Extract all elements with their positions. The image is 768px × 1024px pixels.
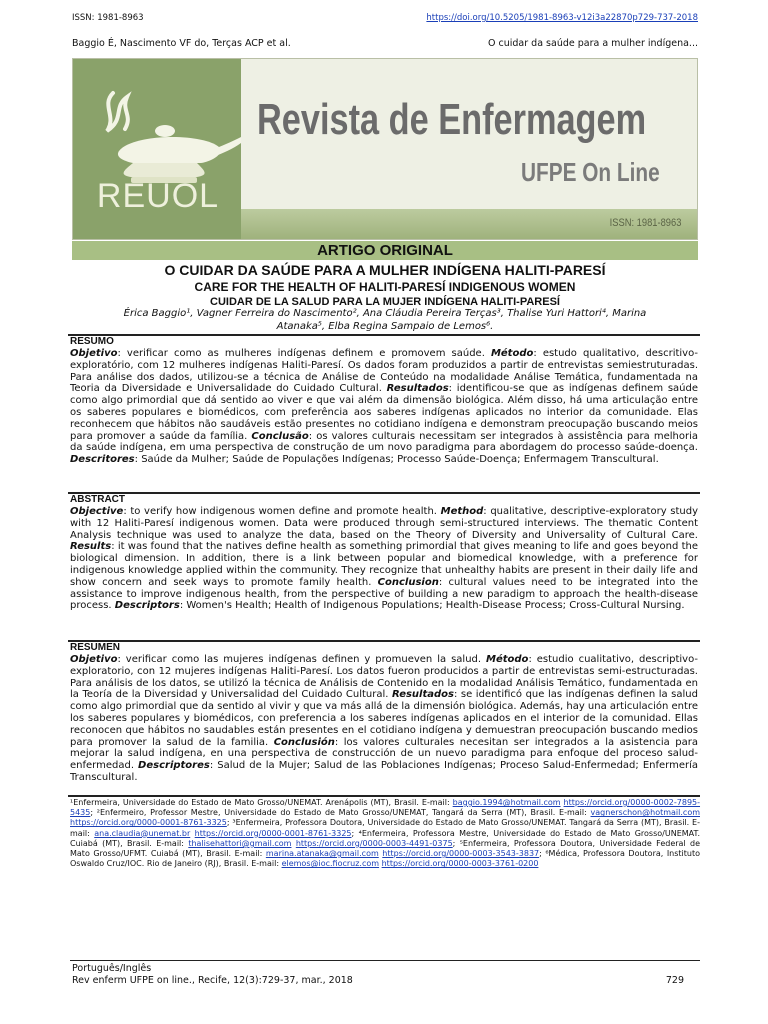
resumen-descriptors: : Salud de la Mujer; Salud de las Poblaciones Indígenas; Proceso Salud-Enfermedad; Enfermería Transcultural. [70,760,698,783]
abstract-results: : it was found that the natives define health as something primordial that gives meaning to life and goes beyond the biological dimension. In addition, there is a link between popular and biomedical knowledge, with a preference for indigenous knowledge applied within the community. They recognize that unhealthy habits are present in their daily life and show concern and seek ways to promote family health. [70,541,698,588]
resumo-heading: RESUMO [70,336,114,347]
abstract-results-label: Results [70,541,112,553]
resumo-conclusion-label: Conclusão [251,430,309,442]
footnote-1: ¹Enfermeira, Universidade do Estado de Mato Grosso/UNEMAT. Arenápolis (MT), Brasil. E-mail: [70,798,453,807]
footer-language: Português/Inglês [72,963,152,974]
resumo-section [68,334,700,492]
footer-citation: Rev enferm UFPE on line., Recife, 12(3):729-37, mar., 2018 [72,975,353,986]
email-link-5[interactable]: marina.atanaka@gmail.com [265,849,379,859]
running-title: O cuidar da saúde para a mulher indígena... [488,38,698,49]
resumen-body [68,654,700,784]
abstract-conclusion: : cultural values need to be integrated into the assistance to improve indigenous health, from the perspective of building a new paradigm to approach the health-disease process. [70,576,698,612]
email-link-1[interactable]: baggio.1994@hotmail.com [452,798,561,807]
footnote-4: ; ⁴Enfermeira, Professora Mestre, Universidade do Estado de Mato Grosso/UNEMAT. Cuiabá (MT), Brasil. E-mail: [70,828,700,848]
orcid-link-3[interactable]: https://orcid.org/0000-0001-8761-3325 [194,828,352,838]
abstract-conclusion-label: Conclusion [377,576,439,588]
title-portuguese: O CUIDAR DA SAÚDE PARA A MULHER INDÍGENA HALITI-PARESÍ [164,262,606,278]
footnote-3: ; ³Enfermeira, Professora Doutora, Universidade do Estado de Mato Grosso/UNEMAT. Tangará da Serra (MT), Brasil. E-mail: [70,818,700,838]
author-line-2: Atanaka⁵, Elba Regina Sampaio de Lemos⁶. [276,321,494,332]
email-link-2[interactable]: vagnerschon@hotmail.com [590,808,700,818]
email-link-4[interactable]: thalisehattori@gmail.com [188,838,292,848]
resumen-conclusion: : los valores culturales necesitan ser integrados a la asistencia para mejorar la salud indígena, en una perspectiva de construcción de un nuevo paradigma para enfoque del proceso salud-enfermedad. [70,736,699,772]
abstract-method: : qualitative, descriptive-exploratory study with 12 Haliti-Paresí indigenous women. Data were produced through semi-structured interviews. The thematic Content Analysis technique was used to analyze the data, based on the Theory of Diversity and Universality of Cultural Care. [70,506,698,541]
orcid-link-6[interactable]: https://orcid.org/0000-0003-3761-0200 [381,859,539,869]
article-type-bar: ARTIGO ORIGINAL [72,241,698,260]
author-list [72,307,698,333]
resumen-results-label: Resultados [392,689,454,701]
email-link-6[interactable]: elemos@ioc.fiocruz.com [281,859,380,869]
resumo-results-label: Resultados [386,383,449,395]
email-link-3[interactable]: ana.claudia@unemat.br [94,828,191,838]
footnote-5: ; ⁵Enfermeira, Professora Doutora, Universidade Federal de Mato Grosso/UFMT. Cuiabá (MT), Brasil. E-mail: [70,838,700,859]
running-header [72,38,698,49]
resumo-body [68,348,700,466]
resumen-objective-label: Objetivo [70,654,118,665]
abstract-section [68,492,700,640]
author-line-1: Érica Baggio¹, Vagner Ferreira do Nascimento², Ana Cláudia Pereira Terças³, Thalise Yuri Hattori⁴, Marina [123,308,647,319]
footnote-2: ; ²Enfermeiro, Professor Mestre, Universidade do Estado de Mato Grosso/UNEMAT, Tangará da Serra (MT), Brasil. E-mail: [90,808,591,818]
page-top-line [72,13,698,23]
resumo-objective: : verificar como as mulheres indígenas definem e promovem saúde. [117,348,491,359]
resumo-descriptors: : Saúde da Mulher; Saúde de Populações Indígenas; Processo Saúde-Doença; Enfermagem Transcultural. [134,454,659,466]
abstract-heading: ABSTRACT [70,494,125,505]
resumo-objective-label: Objetivo [70,348,118,359]
footer-citation-row [72,975,684,986]
abstract-descriptors-label: Descriptors [114,600,180,612]
resumen-method: : estudio cualitativo, descriptivo-exploratorio, con 12 mujeres indígenas Haliti-Paresí. Los datos fueron producidos a partir de entrevistas semi-estructuradas. Para análisis de los datos, se utilizó la técnica de Análisis de Contenido en la modalidad Análisis Temático, fundamentada en la Teoría de la Diversidad y Universalidad del Cuidado Cultural. [70,654,698,701]
footer-divider [70,960,700,961]
resumen-descriptors-label: Descriptores [138,760,210,772]
title-english: CARE FOR THE HEALTH OF HALITI-PARESÍ INDIGENOUS WOMEN [194,280,576,294]
running-authors: Baggio É, Nascimento VF do, Terças ACP et al. [72,38,291,49]
abstract-objective: : to verify how indigenous women define and promote health. [123,506,441,517]
journal-subtitle: UFPE On Line [521,157,660,187]
abstract-objective-label: Objective [70,506,124,517]
resumen-heading: RESUMEN [70,642,121,653]
journal-banner [72,58,698,240]
orcid-link-4[interactable]: https://orcid.org/0000-0003-4491-0375 [295,838,453,848]
resumen-objective: : verificar como las mujeres indígenas definen y promueven la salud. [117,654,487,665]
footnote-6: ; ⁶Médica, Professora Doutora, Instituto Oswaldo Cruz/IOC. Rio de Janeiro (RJ), Brasil. E-mail: [70,849,701,869]
journal-name: Revista de Enfermagem [257,95,647,144]
resumo-results: : identificou-se que as indígenas definem saúde como algo primordial que dá sentido ao viver e que vai além da dimensão biológica. Além disso, há uma articulação entre os saberes populares e biomédicos, com preferência aos saberes indígenas aplicados no interior da comunidade. Elas reconhecem que hábitos não saudáveis estão presentes no cotidiano indígena e demonstram preocupação buscando meios para promover a saúde da família. [70,383,699,442]
resumo-method-label: Método [490,348,534,359]
orcid-link-2[interactable]: https://orcid.org/0000-0001-8761-3325 [70,818,227,828]
title-spanish: CUIDAR DE LA SALUD PARA LA MUJER INDÍGENA HALITI-PARESÍ [210,296,560,308]
banner-issn: ISSN: 1981-8963 [609,217,681,229]
resumen-conclusion-label: Conclusión [273,736,335,748]
resumo-descriptors-label: Descritores [70,454,135,466]
resumen-method-label: Método [486,654,529,665]
abstract-method-label: Method [440,506,484,517]
resumen-results: : se identificó que las indígenas definen la salud como algo primordial que da sentido al vivir y que va más allá de la dimensión biológica. Además, hay una articulación entre los saberes populares y biomédicos, con preferencia a los saberes indígenas aplicados en el interior de la comunidad. Ellas reconocen que hábitos no saudables están presentes en el cotidiano indígena y demuestran preocupación buscando medios para promover la salud de la familia. [70,689,698,748]
journal-logo [73,59,241,240]
page-number: 729 [665,975,684,986]
logo-wordmark: REUOL [96,177,220,215]
abstract-body [68,506,700,612]
resumo-conclusion: : os valores culturais necessitam ser integrados à assistência para melhoria da saúde indígena, em uma perspectiva de construção de um novo paradigma para abordagem do processo saúde-doença. [70,430,698,454]
abstract-descriptors: : Women's Health; Health of Indigenous Populations; Health-Disease Process; Cross-Cultural Nursing. [179,600,685,612]
issn-label: ISSN: 1981-8963 [72,13,144,23]
resumen-section [68,640,700,797]
resumo-method: : estudo qualitativo, descritivo-exploratório, com 12 mulheres indígenas Haliti-Paresí. Os dados foram produzidos a partir de entrevistas semiestruturadas. Para análise dos dados, utilizou-se a técnica de Análise de Conteúdo na modalidade Análise Temática, fundamentada na Teoria da Diversidade e Universalidade do Cuidado Cultural. [70,348,699,395]
orcid-link-5[interactable]: https://orcid.org/0000-0003-3543-3837 [382,849,540,859]
doi-link[interactable]: https://doi.org/10.5205/1981-8963-v12i3a22870p729-737-2018 [426,13,698,23]
orcid-link-1[interactable]: https://orcid.org/0000-0002-7895-5435 [70,798,701,818]
author-footnotes [70,798,700,869]
